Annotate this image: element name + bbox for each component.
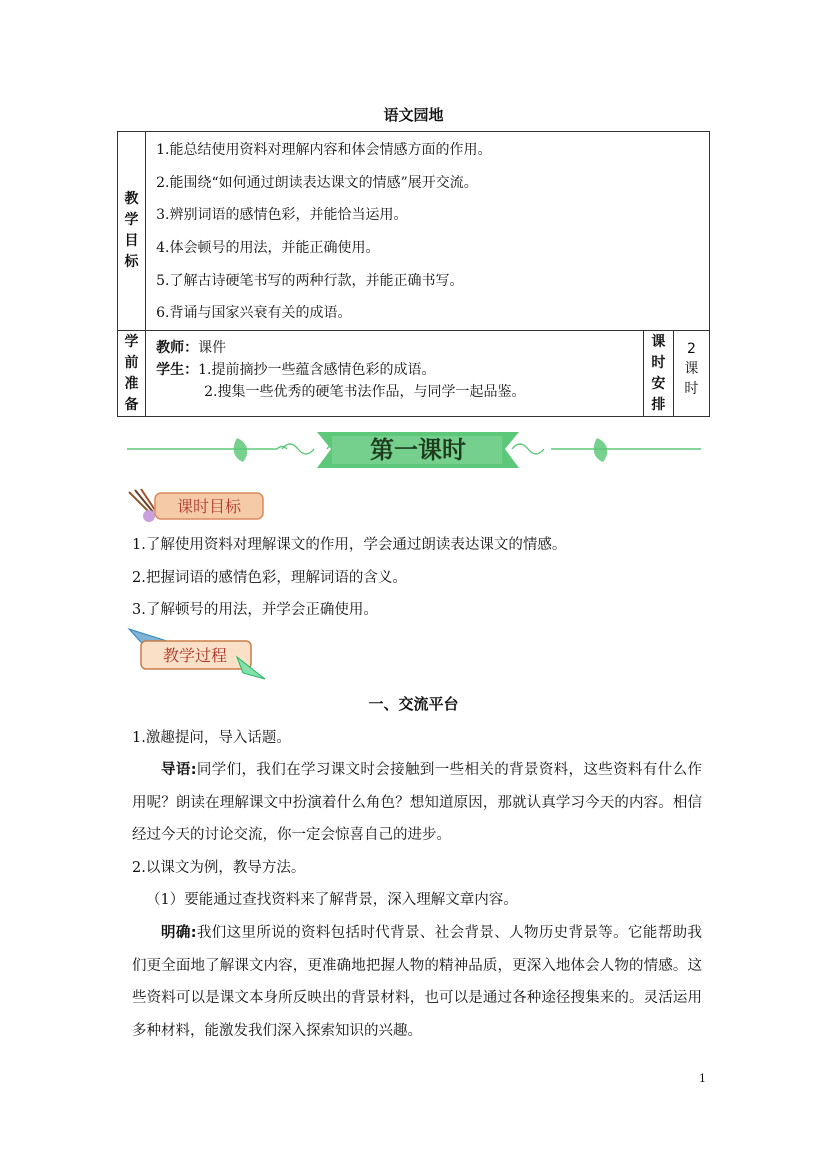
section-title: 一、交流平台 — [368, 695, 459, 713]
objective-item: 1.能总结使用资料对理解内容和体会情感方面的作用。 — [156, 142, 492, 158]
intro-label: 导语: — [161, 762, 197, 778]
objective-item: 2.能围绕“如何通过朗读表达课文的情感”展开交流。 — [156, 174, 478, 191]
lesson-goals-badge — [127, 488, 267, 524]
objectives-list — [146, 132, 710, 331]
clarify-text: 我们这里所说的资料包括时代背景、社会背景、人物历史背景等。它能帮助我们更全面地了解课文内容，更准确地把握人物的精神品质，更深入地体会人物的情感。这些资料可以是课文本身所反映出的背景材料，也可以是通过各种途径搜集来的。灵活运用多种材料，能激发我们深入探索知识的兴趣。 — [132, 925, 702, 1039]
step-text: 2.以课文为例，教导方法。 — [132, 860, 306, 876]
schedule-label-text: 课时安排 — [651, 333, 666, 413]
preparation-label — [118, 331, 146, 417]
objectives-label — [118, 132, 146, 331]
teacher-text: 课件 — [198, 340, 227, 357]
page-title: 语文园地 — [383, 106, 444, 124]
schedule-label — [643, 331, 673, 417]
preparation-content — [146, 331, 644, 417]
lesson-goal-item: 3.了解顿号的用法，并学会正确使用。 — [132, 602, 378, 618]
objective-item: 5.了解古诗硬笔书写的两种行款，并能正确书写。 — [156, 272, 464, 289]
student-item: 1.提前摘抄一些蕴含感情色彩的成语。 — [198, 362, 436, 379]
objective-item: 4.体会顿号的用法，并能正确使用。 — [156, 240, 380, 257]
process-badge — [127, 627, 267, 681]
preparation-label-text: 学前准备 — [124, 333, 139, 413]
schedule-value-text: 2课时 — [684, 341, 699, 398]
brush-icon — [129, 489, 155, 522]
badge-text: 教学过程 — [162, 646, 228, 665]
student-label: 学生： — [156, 362, 199, 379]
objective-item: 6.背诵与国家兴衰有关的成语。 — [156, 305, 352, 322]
teacher-label: 教师： — [156, 340, 199, 357]
step-text: 1.激趣提问，导入话题。 — [132, 730, 291, 746]
objective-item: 3.辨别词语的感情色彩，并能恰当运用。 — [156, 207, 408, 224]
leaf-icon — [594, 438, 608, 462]
objectives-table — [117, 131, 710, 417]
intro-text: 同学们，我们在学习课文时会接触到一些相关的背景资料，这些资料有什么作用呢？朗读在理解课文中扮演着什么角色？想知道原因，那就认真学习今天的内容。相信经过今天的讨论交流，你一定会惊喜自己的进步。 — [132, 762, 702, 844]
page-number: 1 — [699, 1072, 706, 1085]
schedule-value — [673, 331, 709, 417]
badge-text: 课时目标 — [176, 497, 242, 516]
clarify-paragraph — [132, 917, 702, 1047]
student-item: 2.搜集一些优秀的硬笔书法作品，与同学一起品鉴。 — [204, 384, 526, 401]
intro-paragraph — [132, 754, 702, 852]
lesson-goal-item: 1.了解使用资料对理解课文的作用，学会通过朗读表达课文的情感。 — [132, 537, 567, 553]
clarify-label: 明确: — [161, 925, 197, 941]
objectives-label-text: 教学目标 — [124, 191, 139, 271]
lesson-goal-item: 2.把握词语的感情色彩，理解词语的含义。 — [132, 570, 407, 586]
leaf-icon — [234, 438, 248, 462]
banner-text: 第一课时 — [370, 435, 466, 464]
sub-step-text: （1）要能通过查找资料来了解背景，深入理解文章内容。 — [146, 892, 518, 908]
lesson-banner — [127, 424, 701, 474]
